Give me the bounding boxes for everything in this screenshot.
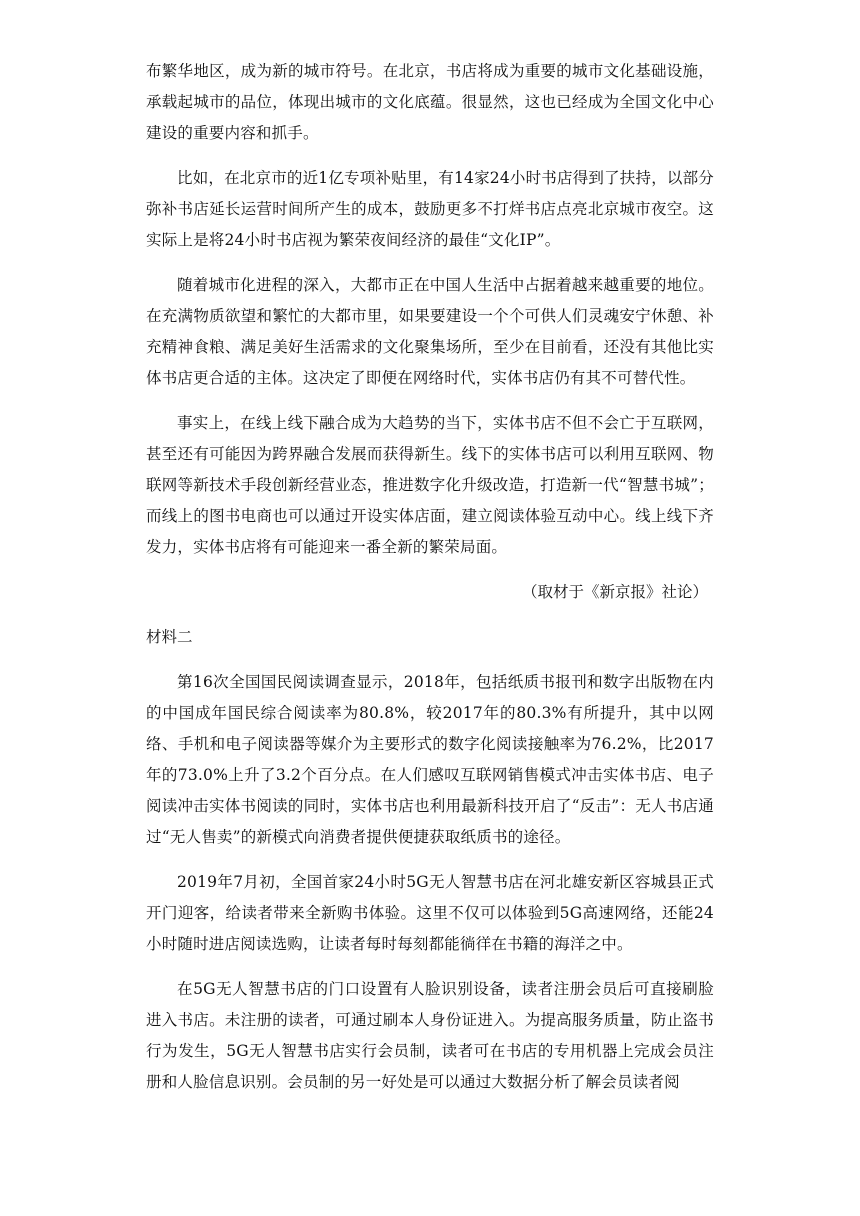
paragraph-2: 比如，在北京市的近1亿专项补贴里，有14家24小时书店得到了扶持，以部分弥补书店延长运营时间所产生的成本，鼓励更多不打烊书店点亮北京城市夜空。这实际上是将24小时书店视为繁荣夜间经济的最佳“文化IP”。 <box>146 169 715 249</box>
source-note: （取材于《新京报》社论） <box>521 583 708 601</box>
paragraph-5: 第16次全国国民阅读调查显示，2018年，包括纸质书报刊和数字出版物在内的中国成年国民综合阅读率为80.8%，较2017年的80.3%有所提升，其中以网络、手机和电子阅读器等媒介为主要形式的数字化阅读接触率为76.2%，比2017年的73.0%上升了3.2个百分点。在人们感叹互联网销售模式冲击实体书店、电子阅读冲击实体书阅读的同时，实体书店也利用最新科技开启了“反击”：无人书店通过“无人售卖”的新模式向消费者提供便捷获取纸质书的途径。 <box>146 673 714 846</box>
paragraph-4: 事实上，在线上线下融合成为大趋势的当下，实体书店不但不会亡于互联网，甚至还有可能因为跨界融合发展而获得新生。线下的实体书店可以利用互联网、物联网等新技术手段创新经营业态，推进数字化升级改造，打造新一代“智慧书城”；而线上的图书电商也可以通过开设实体店面，建立阅读体验互动中心。线上线下齐发力，实体书店将有可能迎来一番全新的繁荣局面。 <box>146 414 714 556</box>
paragraph-6: 2019年7月初，全国首家24小时5G无人智慧书店在河北雄安新区容城县正式开门迎客，给读者带来全新购书体验。这里不仅可以体验到5G高速网络，还能24小时随时进店阅读选购，让读者每时每刻都能徜徉在书籍的海洋之中。 <box>146 873 714 953</box>
document-body <box>146 56 714 1112</box>
paragraph-1: 布繁华地区，成为新的城市符号。在北京，书店将成为重要的城市文化基础设施，承载起城市的品位，体现出城市的文化底蕴。很显然，这也已经成为全国文化中心建设的重要内容和抓手。 <box>146 62 714 142</box>
paragraph-3: 随着城市化进程的深入，大都市正在中国人生活中占据着越来越重要的地位。在充满物质欲望和繁忙的大都市里，如果要建设一个个可供人们灵魂安宁休憩、补充精神食粮、满足美好生活需求的文化聚集场所，至少在目前看，还没有其他比实体书店更合适的主体。这决定了即便在网络时代，实体书店仍有其不可替代性。 <box>146 276 714 387</box>
material-two-heading: 材料二 <box>146 628 193 646</box>
paragraph-7: 在5G无人智慧书店的门口设置有人脸识别设备，读者注册会员后可直接刷脸进入书店。未注册的读者，可通过刷本人身份证进入。为提高服务质量，防止盗书行为发生，5G无人智慧书店实行会员制，读者可在书店的专用机器上完成会员注册和人脸信息识别。会员制的另一好处是可以通过大数据分析了解会员读者阅 <box>146 980 714 1091</box>
